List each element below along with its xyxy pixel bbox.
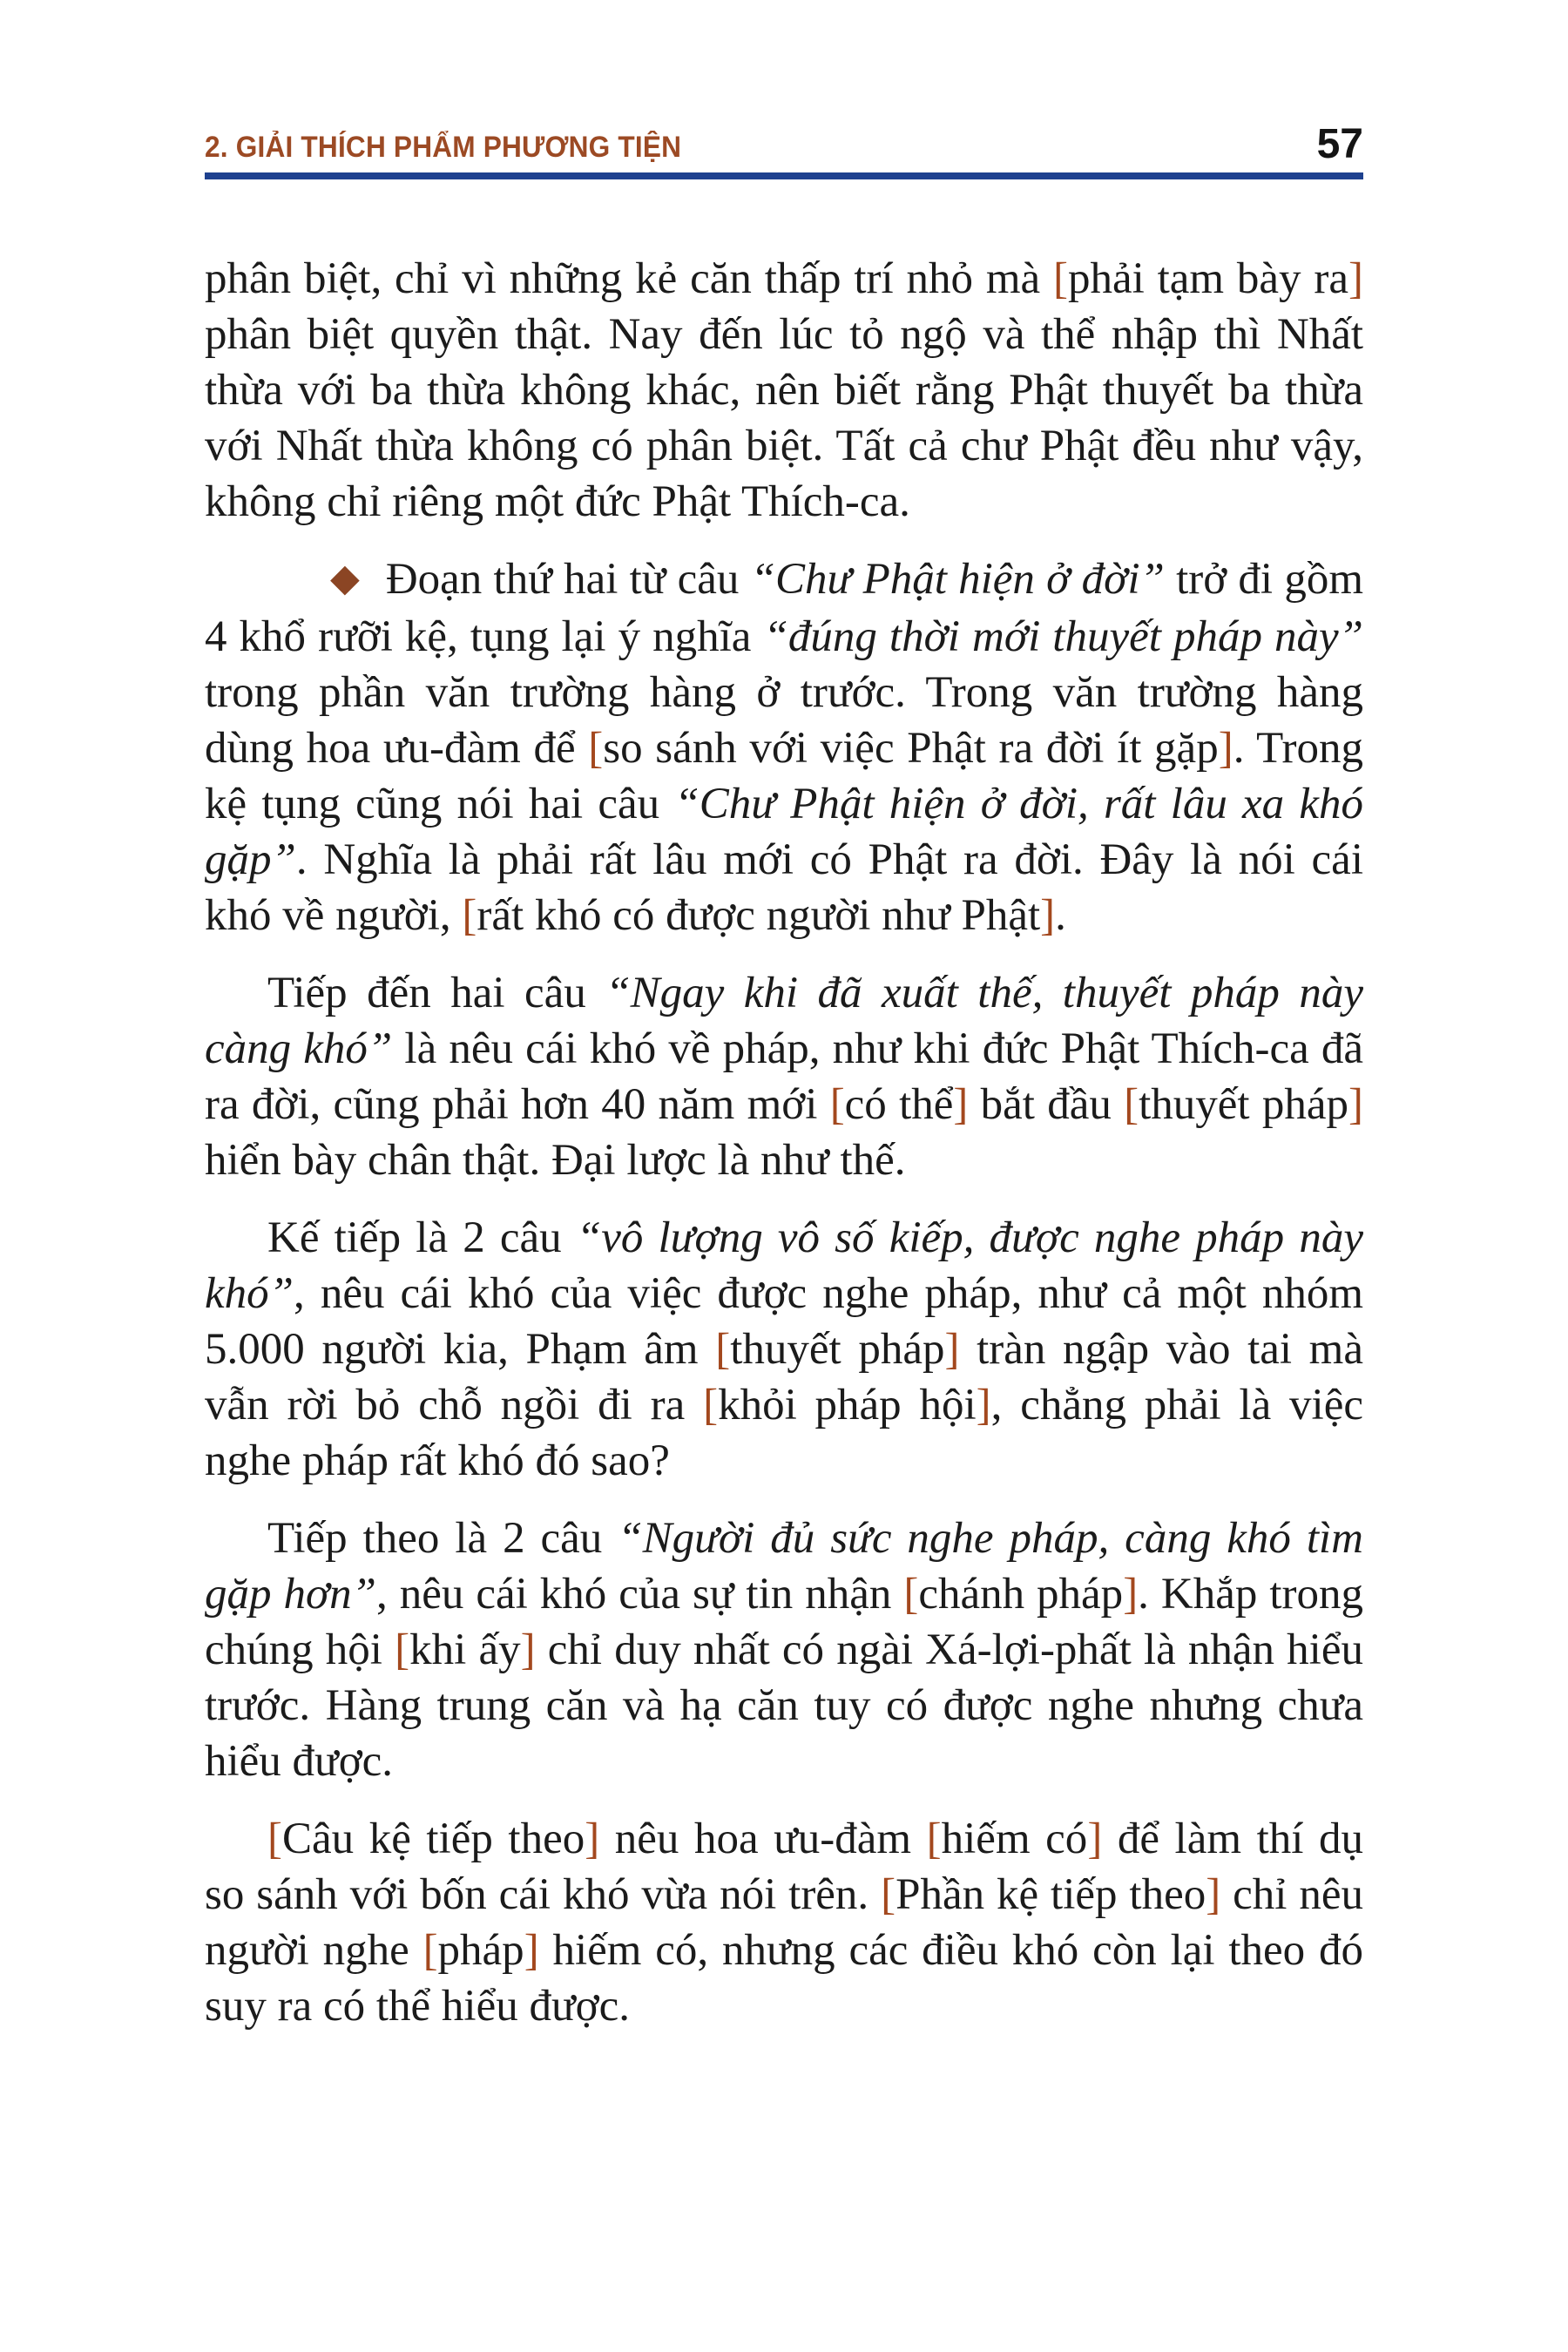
diamond-bullet-icon: ◆ xyxy=(330,556,360,600)
paragraph xyxy=(205,1511,1363,1789)
bracket: ] xyxy=(1087,1815,1103,1863)
text-segment: để làm thí dụ so sánh với bốn cái khó vừa nói trên. xyxy=(205,1815,1363,1919)
paragraph xyxy=(205,551,1363,943)
text-segment: . Khắp trong chúng hội xyxy=(205,1570,1363,1674)
bracket: [ xyxy=(267,1815,282,1863)
text-segment: Tiếp theo là 2 câu xyxy=(267,1514,618,1563)
bracket: ] xyxy=(976,1381,991,1429)
text-segment: trong phần văn trường hàng ở trước. Trong văn trường hàng dùng hoa ưu-đàm để xyxy=(205,668,1363,773)
paragraph xyxy=(205,1811,1363,2034)
text-segment: , nêu cái khó của việc được nghe pháp, như cả một nhóm 5.000 người kia, Phạm âm xyxy=(205,1269,1363,1374)
text-segment: Kế tiếp là 2 câu xyxy=(267,1213,577,1262)
text-segment: có thể xyxy=(844,1080,954,1129)
text-segment: khi ấy xyxy=(409,1625,521,1674)
bracket: ] xyxy=(1206,1870,1221,1919)
bracket: ] xyxy=(953,1080,969,1129)
text-segment: . xyxy=(1055,891,1066,940)
bracket: [ xyxy=(1052,254,1068,303)
bracket: [ xyxy=(1124,1080,1139,1129)
body-text xyxy=(205,251,1363,2056)
text-segment: chỉ duy nhất có ngài Xá-lợi-phất là nhận hiểu trước. Hàng trung căn và hạ căn tuy có được nghe nhưng chưa hiểu được. xyxy=(205,1625,1363,1786)
text-segment: thuyết pháp xyxy=(1139,1080,1348,1129)
bracket: [ xyxy=(829,1080,845,1129)
paragraph xyxy=(205,1210,1363,1489)
bracket: [ xyxy=(881,1870,896,1919)
text-segment: rất khó có được người như Phật xyxy=(476,891,1041,940)
text-segment: Đoạn thứ hai từ câu xyxy=(385,555,751,604)
text-segment: chánh pháp xyxy=(918,1570,1124,1619)
text-segment: phân biệt quyền thật. Nay đến lúc tỏ ngộ và thể nhập thì Nhất thừa với ba thừa không khác, nên biết rằng Phật thuyết ba thừa với Nhất thừa không có phân biệt. Tất cả chư Phật đều như vậy, không chỉ riêng một đức Phật Thích-ca. xyxy=(205,310,1363,526)
bracket: [ xyxy=(703,1381,719,1429)
text-segment: . Nghĩa là phải rất lâu mới có Phật ra đời. Đây là nói cái khó về người, xyxy=(205,835,1363,940)
text-segment: hiển bày chân thật. Đại lược là như thế. xyxy=(205,1136,906,1185)
bracket: [ xyxy=(422,1926,438,1975)
text-segment: thuyết pháp xyxy=(730,1325,945,1374)
text-segment: chỉ nêu người nghe xyxy=(205,1870,1363,1975)
text-segment: hiếm có xyxy=(941,1815,1088,1863)
bracket: [ xyxy=(588,724,604,773)
bracket: [ xyxy=(903,1570,919,1619)
text-segment: là nêu cái khó về pháp, như khi đức Phật Thích-ca đã ra đời, cũng phải hơn 40 năm mới xyxy=(205,1024,1364,1129)
text-segment: pháp xyxy=(437,1926,524,1975)
header-rule-divider xyxy=(205,172,1363,179)
bracket: [ xyxy=(395,1625,410,1674)
text-segment: Câu kệ tiếp theo xyxy=(281,1815,585,1863)
text-segment: trở đi gồm 4 khổ rưỡi kệ, tụng lại ý nghĩa xyxy=(205,555,1363,661)
text-segment: phải tạm bày ra xyxy=(1067,254,1349,303)
bracket: ] xyxy=(520,1625,536,1674)
quoted-italic-text: “Người đủ sức nghe pháp, càng khó tìm gặp hơn” xyxy=(205,1514,1363,1619)
quoted-italic-text: “Chư Phật hiện ở đời” xyxy=(750,555,1165,604)
text-segment: so sánh với việc Phật ra đời ít gặp xyxy=(603,724,1219,773)
text-segment: phân biệt, chỉ vì những kẻ căn thấp trí nhỏ mà xyxy=(205,254,1053,303)
quoted-italic-text: “đúng thời mới thuyết pháp này” xyxy=(763,612,1363,661)
bracket: ] xyxy=(1040,891,1056,940)
text-segment: tràn ngập vào tai mà vẫn rời bỏ chỗ ngồi đi ra xyxy=(205,1325,1363,1429)
text-segment: . Trong kệ tụng cũng nói hai câu xyxy=(205,724,1363,828)
bracket: [ xyxy=(715,1325,731,1374)
bracket: [ xyxy=(926,1815,942,1863)
bracket: [ xyxy=(462,891,477,940)
bracket: ] xyxy=(1123,1570,1139,1619)
bracket: ] xyxy=(524,1926,539,1975)
paragraph xyxy=(205,965,1363,1188)
text-segment: nêu hoa ưu-đàm xyxy=(599,1815,927,1863)
text-segment: , chẳng phải là việc nghe pháp rất khó đó sao? xyxy=(205,1381,1363,1485)
page-number: 57 xyxy=(1316,121,1363,167)
text-segment: Phần kệ tiếp theo xyxy=(896,1870,1206,1919)
page-header xyxy=(205,118,1363,167)
bracket: ] xyxy=(1348,254,1363,303)
bracket: ] xyxy=(1218,724,1233,773)
text-segment: Tiếp đến hai câu xyxy=(267,969,606,1017)
text-segment: bắt đầu xyxy=(968,1080,1125,1129)
bracket: ] xyxy=(944,1325,960,1374)
quoted-italic-text: “vô lượng vô số kiếp, được nghe pháp này khó” xyxy=(205,1213,1363,1318)
quoted-italic-text: “Ngay khi đã xuất thế, thuyết pháp này càng khó” xyxy=(205,969,1363,1073)
quoted-italic-text: “Chư Phật hiện ở đời, rất lâu xa khó gặp” xyxy=(205,780,1363,884)
text-segment: , nêu cái khó của sự tin nhận xyxy=(376,1570,904,1619)
paragraph xyxy=(205,251,1363,530)
text-segment: khỏi pháp hội xyxy=(718,1381,977,1429)
running-header-title: 2. GIẢI THÍCH PHẨM PHƯƠNG TIỆN xyxy=(205,131,682,164)
text-segment: hiếm có, nhưng các điều khó còn lại theo đó suy ra có thể hiểu được. xyxy=(205,1926,1363,2031)
bracket: ] xyxy=(585,1815,600,1863)
bracket: ] xyxy=(1348,1080,1363,1129)
